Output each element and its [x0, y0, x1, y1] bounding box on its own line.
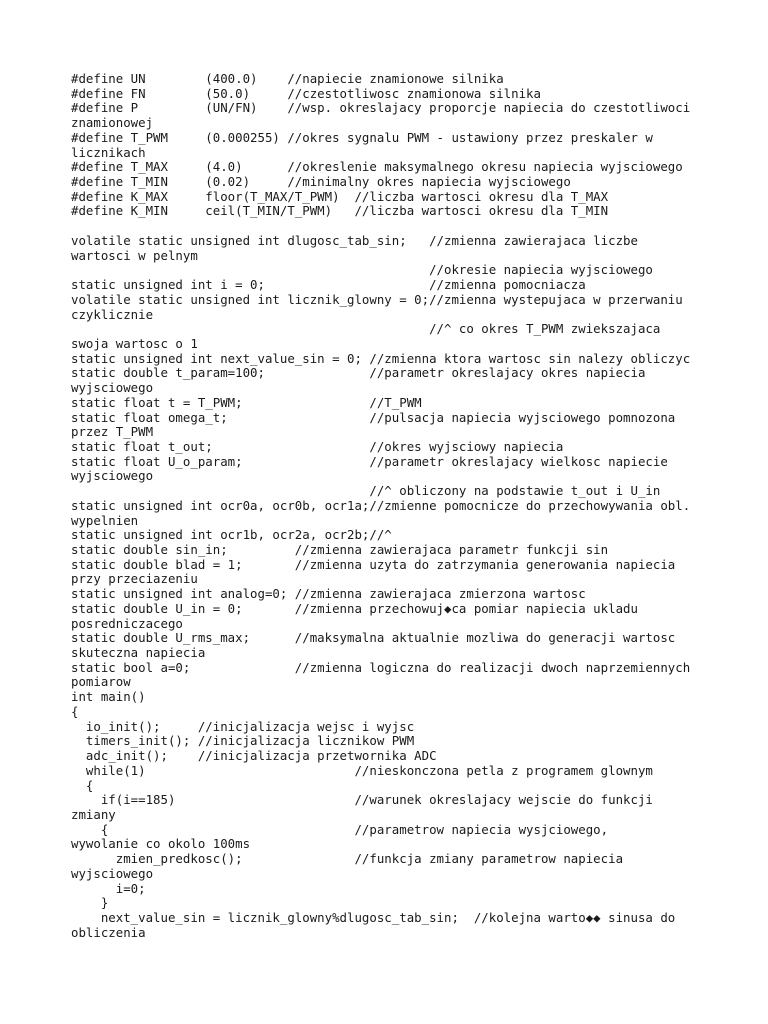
code-line: { [71, 703, 79, 719]
code-line: int main() [71, 689, 146, 705]
code-line: //^ obliczony na podstawie t_out i U_in [71, 483, 661, 499]
code-line: { [71, 777, 94, 793]
code-line: #define UN (400.0) //napiecie znamionowe silnika [71, 71, 504, 86]
code-line: #define T_PWM (0.000255) //okres sygnalu PWM - ustawiony przez preskaler w [71, 129, 653, 145]
code-line: #define P (UN/FN) //wsp. okreslajacy proporcje napiecia do czestotliwoci [71, 100, 691, 116]
code-line: static float t_out; //okres wyjsciowy napiecia [71, 438, 564, 454]
code-line: static unsigned int analog=0; //zmienna zawierajaca zmierzona wartosc [71, 586, 586, 602]
code-line: wyjsciowego [71, 380, 154, 396]
code-line: static float U_o_param; //parametr okreslajacy wielkosc napiecie [71, 453, 668, 469]
code-line: static double t_param=100; //parametr okreslajacy okres napiecia [71, 365, 646, 381]
code-line: #define K_MIN ceil(T_MIN/T_PWM) //liczba wartosci okresu dla T_MIN [71, 203, 609, 219]
code-line: static unsigned int next_value_sin = 0; //zmienna ktora wartosc sin nalezy obliczyc [71, 350, 691, 366]
code-line: static float t = T_PWM; //T_PWM [71, 394, 422, 410]
code-line: wywolanie co okolo 100ms [71, 836, 251, 852]
code-line: while(1) //nieskonczona petla z programem glownym [71, 762, 653, 778]
code-line: next_value_sin = licznik_glowny%dlugosc_tab_sin; //kolejna warto◆◆ sinusa do [71, 909, 676, 925]
code-line: //^ co okres T_PWM zwiekszajaca [71, 321, 661, 337]
code-line: static unsigned int i = 0; //zmienna pomocniacza [71, 277, 586, 293]
code-line: swoja wartosc o 1 [71, 335, 198, 351]
code-line: static unsigned int ocr1b, ocr2a, ocr2b;//^ [71, 527, 392, 543]
code-line: #define K_MAX floor(T_MAX/T_PWM) //liczba wartosci okresu dla T_MAX [71, 188, 609, 204]
code-line: wyjsciowego [71, 468, 154, 484]
code-line: #define T_MIN (0.02) //minimalny okres napiecia wyjsciowego [71, 174, 571, 190]
code-line: zmien_predkosc(); //funkcja zmiany parametrow napiecia [71, 851, 624, 867]
code-line: przy przeciazeniu [71, 571, 198, 587]
code-line: znamionowej [71, 115, 154, 131]
code-line: wartosci w pelnym [71, 247, 198, 263]
code-line: wyjsciowego [71, 865, 154, 881]
code-line: volatile static unsigned int licznik_glowny = 0;//zmienna wystepujaca w przerwaniu [71, 291, 683, 307]
code-line: { //parametrow napiecia wysjciowego, [71, 821, 609, 837]
code-line: skuteczna napiecia [71, 645, 206, 661]
code-line: if(i==185) //warunek okreslajacy wejscie do funkcji [71, 792, 653, 808]
code-line: #define FN (50.0) //czestotliwosc znamionowa silnika [71, 85, 541, 101]
code-line: pomiarow [71, 674, 131, 690]
code-line: i=0; [71, 880, 146, 896]
code-line: static double U_in = 0; //zmienna przechowuj◆ca pomiar napiecia ukladu [71, 600, 638, 616]
code-line: static double sin_in; //zmienna zawierajaca parametr funkcji sin [71, 542, 609, 557]
code-line: io_init(); //inicjalizacja wejsc i wyjsc [71, 718, 415, 734]
code-line: #define T_MAX (4.0) //okreslenie maksymalnego okresu napiecia wyjsciowego [71, 159, 683, 175]
code-line: adc_init(); //inicjalizacja przetwornika ADC [71, 748, 437, 764]
code-line: static double blad = 1; //zmienna uzyta do zatrzymania generowania napiecia [71, 556, 676, 572]
code-line: static bool a=0; //zmienna logiczna do realizacji dwoch naprzemiennych [71, 659, 691, 675]
code-line: zmiany [71, 806, 116, 822]
code-line: przez T_PWM [71, 424, 154, 440]
code-line: obliczenia [71, 924, 146, 940]
code-line: wypelnien [71, 512, 139, 528]
code-listing [71, 72, 711, 940]
code-line: volatile static unsigned int dlugosc_tab_sin; //zmienna zawierajaca liczbe [71, 232, 638, 248]
code-line: } [71, 895, 109, 911]
code-line: static unsigned int ocr0a, ocr0b, ocr1a;//zmienne pomocnicze do przechowywania obl. [71, 497, 691, 513]
code-line: static double U_rms_max; //maksymalna aktualnie mozliwa do generacji wartosc [71, 630, 676, 646]
code-line [71, 219, 711, 234]
code-line: licznikach [71, 144, 146, 160]
code-line: czyklicznie [71, 306, 154, 322]
code-line: posredniczacego [71, 615, 183, 631]
code-line: //okresie napiecia wyjsciowego [71, 262, 653, 278]
code-line: static float omega_t; //pulsacja napiecia wyjsciowego pomnozona [71, 409, 676, 425]
code-line: timers_init(); //inicjalizacja licznikow PWM [71, 733, 415, 749]
